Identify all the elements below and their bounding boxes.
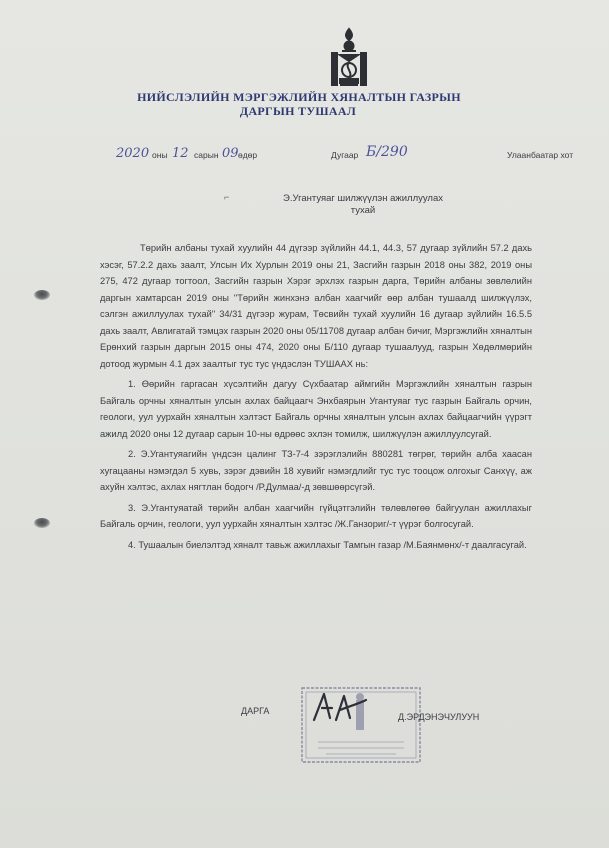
number-label: Дугаар: [331, 150, 359, 160]
subject-line-2: тухай: [350, 205, 376, 216]
order-body: [100, 240, 532, 557]
subject-corner-mark: ⌐: [224, 192, 230, 202]
signatory-title: ДАРГА: [241, 706, 270, 716]
signatory-name: Д.ЭРДЭНЭЧУЛУУН: [398, 712, 480, 722]
month-suffix: сарын: [194, 150, 219, 160]
binder-hole-top: [34, 290, 50, 300]
order-item-2: 2. Э.Угантуяагийн үндсэн цалинг ТЗ-7-4 зэрэглэлийн 880281 төгрөг, төрийн алба хаасан хугацааны нэмэгдэл 5 хувь, зэрэг дэвийн 18 хувийг нэмэгдлийг тус тус тооцож олгохыг Санхүү, аж ахуйн хэлтэс, ахлах нягтлан бодогч /Р.Дулмаа/-д зөвшөөрсүгэй.: [100, 449, 532, 492]
city-label: Улаанбаатар хот: [507, 150, 574, 160]
organization-title: НИЙСЛЭЛИЙН МЭРГЭЖЛИЙН ХЯНАЛТЫН ГАЗРЫН: [137, 90, 461, 104]
day-suffix: өдөр: [238, 150, 258, 160]
order-item-1: 1. Өөрийн гаргасан хүсэлтийн дагуу Сүхбаатар аймгийн Мэргэжлийн хяналтын газрын Байгаль орчны хяналтын улсын ахлах байцаагч Энхбаярын Угантуяаг тус газрын Байгаль орчин, геологи, уул уурхайн хяналтын хэлтэст Байгаль орчны хяналтын улсын ахлах байцаагчийн үүрэгт ажилд 2020 оны 12 дугаар сарын 10-ны өдрөөс эхлэн томилж, шилжүүлэн ажиллуулсугай.: [100, 379, 532, 439]
number-handwritten: Б/290: [366, 144, 408, 160]
order-item-4: 4. Тушаалын биелэлтэд хяналт тавьж ажиллахыг Тамгын газар /М.Баянмөнх/-т даалгасугай.: [128, 539, 527, 550]
preamble-paragraph: Төрийн албаны тухай хуулийн 44 дүгээр зүйлийн 44.1, 44.3, 57 дугаар зүйлийн 57.2 дахь хэсэг, 57.2.2 дахь заалт, Улсын Их Хурлын 2019 оны 21, Засгийн газрын 2018 оны 382, 2019 оны 275, 472 дугаар тогтоол, Засгийн газрын Хэрэг эрхлэх газрын дарга, Төрийн албаны зөвлөлийн даргын хамтарсан 2019 оны "Төрийн жинхэнэ албан хаагчийг өөр албан тушаалд шилжүүлэх, сэлгэн ажиллуулах тухай" 34/31 дүгээр журам, Төсвийн тухай хуулийн 16 дугаар зүйлийн 16.5.5 дахь заалт, Авлигатай тэмцэх газрын 2020 оны 05/11708 дугаар албан бичиг, Мэргэжлийн хяналтын Ерөнхий газрын даргын 2015 оны 474, 2020 оны Б/110 дугаар тушаалууд, газрын Хөдөлмөрийн дотоод журмын 4.1 дэх заалтыг тус тус үндэслэн ТУШААХ нь:: [100, 243, 532, 369]
soyombo-emblem-icon: [325, 26, 373, 90]
order-item-3: 3. Э.Угантуяатай төрийн албан хаагчийн гүйцэтгэлийн төлөвлөгөө байгуулан ажиллахыг Байгаль орчин, геологи, уул уурхайн хяналтын хэлтэс /Ж.Ганзориг/-т үүрэг болгосугай.: [100, 502, 532, 529]
day-handwritten: 09: [222, 146, 239, 161]
binder-hole-bottom: [34, 518, 50, 528]
document-type-title: ДАРГЫН ТУШААЛ: [239, 104, 357, 118]
date-number-row: [0, 146, 609, 166]
subject-line-1: Э.Угантуяаг шилжүүлэн ажиллуулах: [283, 193, 443, 204]
signature-scribble: [310, 690, 370, 724]
subject-block: [248, 193, 478, 217]
month-handwritten: 12: [172, 146, 189, 161]
year-handwritten: 2020: [116, 146, 150, 161]
year-suffix: оны: [152, 150, 168, 160]
